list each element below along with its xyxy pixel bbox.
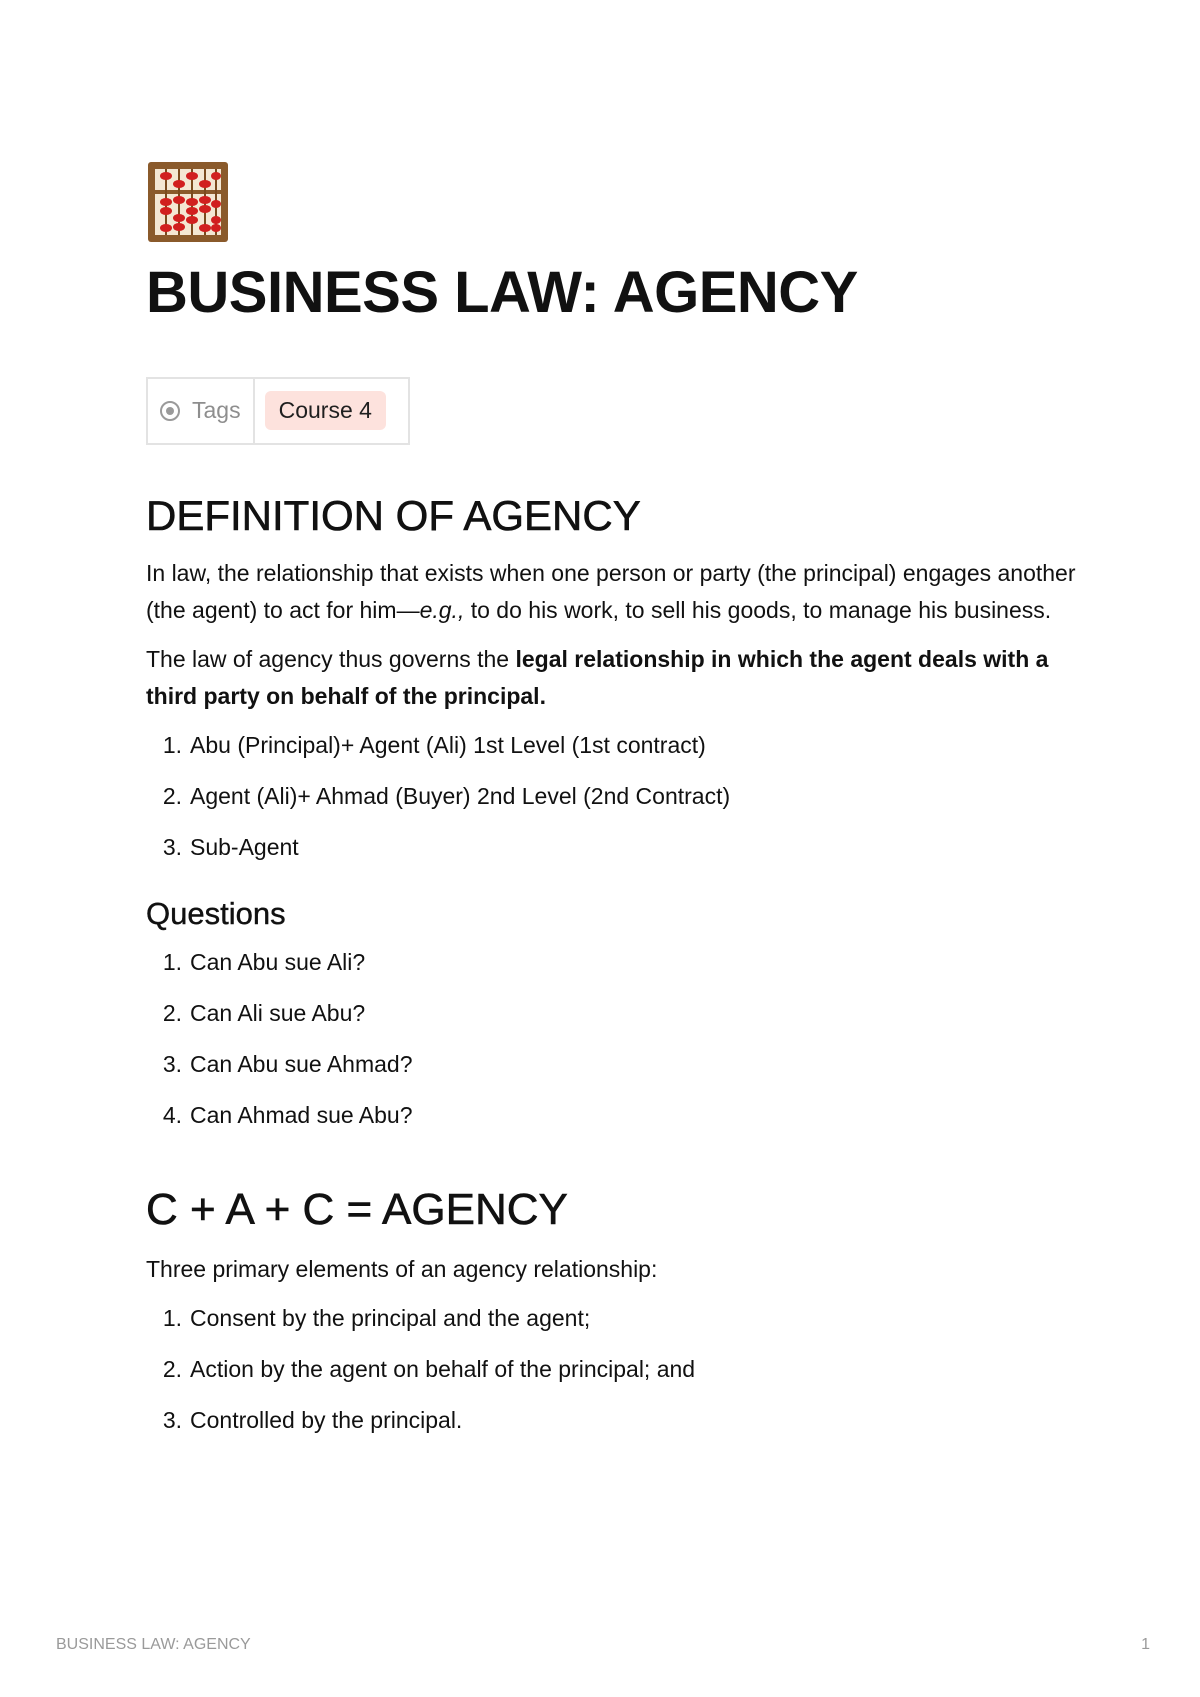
paragraph-law-of-agency bbox=[146, 641, 1076, 715]
text-run: to do his work, to sell his goods, to manage his business. bbox=[464, 597, 1052, 624]
footer-title: BUSINESS LAW: AGENCY bbox=[56, 1636, 251, 1653]
text-run: The law of agency thus governs the bbox=[146, 646, 516, 673]
tag-property-icon bbox=[160, 401, 180, 421]
list-number: 1. bbox=[162, 949, 182, 976]
list-item bbox=[146, 995, 1076, 1032]
list-text: Can Abu sue Ali? bbox=[190, 949, 366, 976]
page-content bbox=[146, 160, 1076, 1453]
heading-cac: C + A + C = AGENCY bbox=[146, 1185, 568, 1235]
cac-list bbox=[146, 1300, 1076, 1439]
heading-definition: DEFINITION OF AGENCY bbox=[146, 491, 641, 539]
list-item bbox=[146, 1046, 1076, 1083]
questions-list bbox=[146, 944, 1076, 1134]
list-number: 1. bbox=[162, 732, 182, 759]
list-number: 3. bbox=[162, 1051, 182, 1078]
list-text: Controlled by the principal. bbox=[190, 1406, 463, 1433]
list-text: Can Ali sue Abu? bbox=[190, 1000, 366, 1027]
page-title: BUSINESS LAW: AGENCY bbox=[146, 260, 858, 325]
footer-page-number: 1 bbox=[1141, 1636, 1150, 1653]
paragraph-definition bbox=[146, 555, 1076, 629]
paragraph-cac-intro: Three primary elements of an agency relationship: bbox=[146, 1255, 658, 1282]
properties-table bbox=[146, 377, 410, 445]
abacus-icon bbox=[146, 160, 230, 244]
text-run: In law, the relationship that exists when one person or party (the principal) engages another (the agent) to act for him— bbox=[146, 560, 1076, 624]
heading-questions: Questions bbox=[146, 896, 286, 932]
bold-text: legal relationship in which the agent deals with a third party on behalf of the principal. bbox=[146, 646, 1049, 710]
list-number: 3. bbox=[162, 834, 182, 861]
list-item bbox=[146, 1402, 1076, 1439]
list-number: 1. bbox=[162, 1304, 182, 1331]
list-item bbox=[146, 1097, 1076, 1134]
list-text: Action by the agent on behalf of the principal; and bbox=[190, 1355, 696, 1382]
definition-list bbox=[146, 727, 1076, 866]
list-text: Consent by the principal and the agent; bbox=[190, 1304, 591, 1331]
italic-text: e.g., bbox=[419, 597, 465, 624]
list-number: 4. bbox=[162, 1102, 182, 1129]
property-value-tags[interactable] bbox=[255, 379, 408, 443]
list-number: 2. bbox=[162, 783, 182, 810]
list-item bbox=[146, 778, 1076, 815]
tag-badge[interactable]: Course 4 bbox=[265, 391, 386, 430]
list-text: Abu (Principal)+ Agent (Ali) 1st Level (1st contract) bbox=[190, 732, 706, 759]
list-text: Can Abu sue Ahmad? bbox=[190, 1051, 413, 1078]
property-label-text: Tags bbox=[192, 397, 241, 424]
list-item bbox=[146, 944, 1076, 981]
list-item bbox=[146, 1351, 1076, 1388]
list-text: Agent (Ali)+ Ahmad (Buyer) 2nd Level (2nd Contract) bbox=[190, 783, 731, 810]
list-item bbox=[146, 727, 1076, 764]
list-item bbox=[146, 1300, 1076, 1337]
list-text: Can Ahmad sue Abu? bbox=[190, 1102, 413, 1129]
property-label-tags bbox=[148, 379, 255, 443]
list-number: 2. bbox=[162, 1000, 182, 1027]
list-number: 2. bbox=[162, 1355, 182, 1382]
list-item bbox=[146, 829, 1076, 866]
list-text: Sub-Agent bbox=[190, 834, 299, 861]
list-number: 3. bbox=[162, 1406, 182, 1433]
